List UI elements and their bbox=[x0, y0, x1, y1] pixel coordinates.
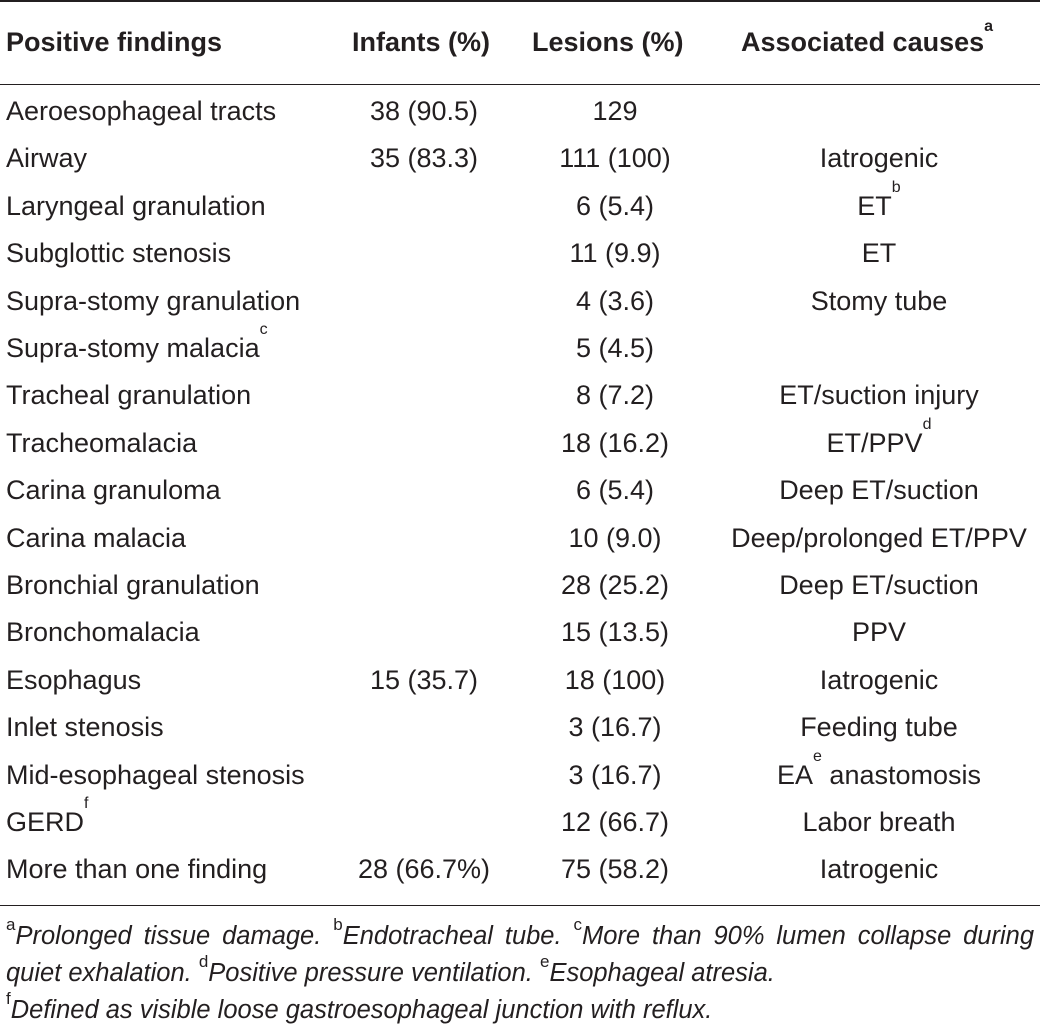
footnote-mark: c bbox=[573, 915, 582, 934]
table-row bbox=[0, 846, 1040, 893]
cause-text: Stomy tube bbox=[810, 285, 948, 316]
cell-lesions: 3 (16.7) bbox=[568, 759, 662, 790]
footnote-mark: f bbox=[6, 989, 11, 1008]
cell-cause bbox=[718, 178, 1040, 230]
table-row bbox=[0, 278, 1040, 325]
cell-finding bbox=[6, 420, 197, 467]
finding-text: Inlet stenosis bbox=[6, 712, 164, 743]
footnote-mark: e bbox=[539, 952, 550, 971]
cell-infants: 35 (83.3) bbox=[369, 143, 479, 174]
footnote-mark: c bbox=[259, 321, 268, 338]
footnote-mark: d bbox=[198, 952, 209, 971]
cell-infants bbox=[344, 609, 504, 656]
cell-infants bbox=[344, 420, 504, 467]
cell-finding bbox=[6, 278, 300, 325]
cell-finding bbox=[6, 183, 266, 230]
cell-cause bbox=[718, 609, 1040, 656]
cell-infants bbox=[344, 278, 504, 325]
cause-text: ET/PPV bbox=[826, 427, 923, 458]
cause-text: Deep/prolonged ET/PPV bbox=[731, 522, 1027, 553]
table-row bbox=[0, 747, 1040, 799]
cell-lesions: 18 (16.2) bbox=[560, 427, 670, 458]
header-footnote-mark: a bbox=[984, 18, 994, 35]
cell-cause bbox=[718, 88, 1040, 135]
cell-cause bbox=[718, 846, 1040, 893]
cell-finding bbox=[6, 657, 141, 704]
cause-text: Labor breath bbox=[802, 807, 956, 837]
cell-lesions: 10 (9.0) bbox=[568, 522, 662, 553]
cell-cause bbox=[718, 415, 1040, 467]
table-row bbox=[0, 135, 1040, 182]
cell-cause bbox=[718, 467, 1040, 514]
cell-cause bbox=[718, 657, 1040, 704]
footnote-text: Defined as visible loose gastroesophageal junction with reflux. bbox=[10, 996, 713, 1024]
footnote-mark: b bbox=[333, 915, 343, 934]
table-row bbox=[0, 230, 1040, 277]
table-row bbox=[0, 704, 1040, 751]
footnote bbox=[198, 952, 533, 987]
cell-infants: 28 (66.7%) bbox=[357, 854, 491, 885]
cell-infants bbox=[344, 467, 504, 514]
cell-finding bbox=[6, 752, 305, 799]
cell-finding bbox=[6, 467, 221, 514]
header-lesions: Lesions (%) bbox=[532, 27, 684, 57]
cell-lesions: 111 (100) bbox=[559, 143, 671, 174]
cell-finding bbox=[6, 515, 186, 562]
finding-text: Supra-stomy granulation bbox=[6, 285, 301, 316]
cell-finding bbox=[6, 372, 251, 419]
cell-lesions: 5 (4.5) bbox=[575, 333, 655, 363]
cause-text: Iatrogenic bbox=[819, 854, 939, 885]
cell-cause bbox=[718, 372, 1040, 419]
cell-infants bbox=[344, 230, 504, 277]
header-positive-findings: Positive findings bbox=[6, 27, 223, 57]
footnote bbox=[6, 915, 322, 950]
footnote-text: Endotracheal tube. bbox=[342, 922, 562, 950]
finding-text: Bronchial granulation bbox=[6, 570, 260, 600]
cause-text: PPV bbox=[851, 617, 907, 648]
cell-finding bbox=[6, 609, 200, 656]
finding-text: Bronchomalacia bbox=[6, 617, 200, 648]
table-row bbox=[0, 415, 1040, 467]
cell-infants: 38 (90.5) bbox=[369, 96, 479, 126]
cell-lesions: 15 (13.5) bbox=[560, 617, 670, 648]
cell-cause bbox=[718, 562, 1040, 609]
footnote-text: Esophageal atresia. bbox=[549, 959, 775, 987]
cell-infants bbox=[344, 704, 504, 751]
finding-text: Laryngeal granulation bbox=[6, 190, 266, 221]
finding-text: GERD bbox=[6, 807, 85, 837]
finding-text: Airway bbox=[6, 143, 88, 174]
cell-cause bbox=[718, 230, 1040, 277]
table-row bbox=[0, 467, 1040, 514]
cell-infants bbox=[344, 372, 504, 419]
cell-lesions: 4 (3.6) bbox=[575, 285, 655, 316]
footnote bbox=[539, 952, 775, 987]
cause-text: Deep ET/suction bbox=[779, 570, 979, 600]
finding-text: Supra-stomy malacia bbox=[6, 333, 260, 363]
cell-cause bbox=[718, 135, 1040, 182]
cell-lesions: 6 (5.4) bbox=[575, 475, 655, 506]
cell-cause bbox=[718, 325, 1040, 372]
footnote-text: Prolonged tissue damage. bbox=[15, 922, 322, 950]
cell-lesions: 12 (66.7) bbox=[560, 807, 670, 837]
cell-infants bbox=[344, 515, 504, 562]
cell-lesions: 6 (5.4) bbox=[575, 190, 655, 221]
cell-finding bbox=[6, 795, 89, 846]
cell-infants bbox=[344, 183, 504, 230]
table-row bbox=[0, 178, 1040, 230]
footnote bbox=[333, 915, 562, 950]
cell-infants: 15 (35.7) bbox=[369, 664, 479, 695]
cell-finding bbox=[6, 321, 268, 372]
footnote-text: Positive pressure ventilation. bbox=[208, 959, 533, 987]
table-row bbox=[0, 88, 1040, 135]
cell-lesions: 129 bbox=[592, 96, 638, 126]
cell-cause bbox=[718, 747, 1040, 799]
table-row bbox=[0, 321, 1040, 372]
finding-text: More than one finding bbox=[6, 854, 268, 885]
footnote-mark: e bbox=[813, 747, 822, 765]
cause-text-tail: anastomosis bbox=[821, 759, 981, 790]
cell-cause bbox=[718, 515, 1040, 562]
cause-text: ET/suction injury bbox=[779, 380, 979, 411]
footnote-mark: d bbox=[922, 415, 932, 433]
finding-text: Esophagus bbox=[6, 664, 142, 695]
footnote bbox=[6, 989, 713, 1024]
cause-text: ET bbox=[861, 238, 897, 269]
cell-lesions: 8 (7.2) bbox=[575, 380, 655, 411]
cell-infants bbox=[344, 562, 504, 609]
footnote-mark: f bbox=[84, 795, 89, 812]
footnote-mark: b bbox=[891, 178, 901, 196]
cause-text: ET bbox=[857, 190, 892, 221]
table-row bbox=[0, 562, 1040, 609]
finding-text: Carina granuloma bbox=[6, 475, 221, 506]
cause-text: Iatrogenic bbox=[819, 143, 939, 174]
finding-text: Tracheomalacia bbox=[6, 427, 198, 458]
footnotes bbox=[6, 915, 1035, 1029]
cell-cause bbox=[718, 704, 1040, 751]
finding-text: Subglottic stenosis bbox=[6, 238, 232, 269]
cell-finding bbox=[6, 704, 164, 751]
cell-cause bbox=[718, 799, 1040, 846]
cell-finding bbox=[6, 88, 276, 135]
cause-text: Feeding tube bbox=[800, 712, 958, 743]
cell-finding bbox=[6, 135, 87, 182]
cause-text: EA bbox=[776, 759, 814, 790]
table-top-rule bbox=[0, 0, 1040, 2]
finding-text: Mid-esophageal stenosis bbox=[6, 759, 305, 790]
cell-lesions: 28 (25.2) bbox=[560, 570, 670, 600]
cell-infants bbox=[344, 799, 504, 846]
table-row bbox=[0, 795, 1040, 846]
finding-text: Carina malacia bbox=[6, 522, 187, 553]
cause-text: Deep ET/suction bbox=[779, 475, 979, 506]
header-associated-causes-label: Associated causes bbox=[741, 27, 985, 57]
cell-cause bbox=[718, 278, 1040, 325]
cell-infants bbox=[344, 325, 504, 372]
table-row bbox=[0, 372, 1040, 419]
cell-lesions: 18 (100) bbox=[564, 664, 666, 695]
cell-lesions: 11 (9.9) bbox=[569, 238, 661, 269]
cell-lesions: 3 (16.7) bbox=[568, 712, 662, 743]
header-rule bbox=[0, 84, 1040, 85]
table-row bbox=[0, 657, 1040, 704]
cell-finding bbox=[6, 562, 260, 609]
footnote-text: More than 90% lumen collapse during quiet exhalation. bbox=[6, 922, 1035, 987]
header-infants: Infants (%) bbox=[352, 27, 490, 57]
header-associated-causes bbox=[741, 18, 994, 62]
cell-finding bbox=[6, 230, 231, 277]
cell-lesions: 75 (58.2) bbox=[560, 854, 670, 885]
footnote-mark: a bbox=[6, 915, 16, 934]
cell-infants bbox=[344, 752, 504, 799]
cause-text: Iatrogenic bbox=[819, 664, 939, 695]
table-bottom-rule bbox=[0, 905, 1040, 906]
finding-text: Tracheal granulation bbox=[6, 380, 252, 411]
table-row bbox=[0, 515, 1040, 562]
cell-finding bbox=[6, 846, 267, 893]
finding-text: Aeroesophageal tracts bbox=[6, 96, 277, 126]
table-row bbox=[0, 609, 1040, 656]
